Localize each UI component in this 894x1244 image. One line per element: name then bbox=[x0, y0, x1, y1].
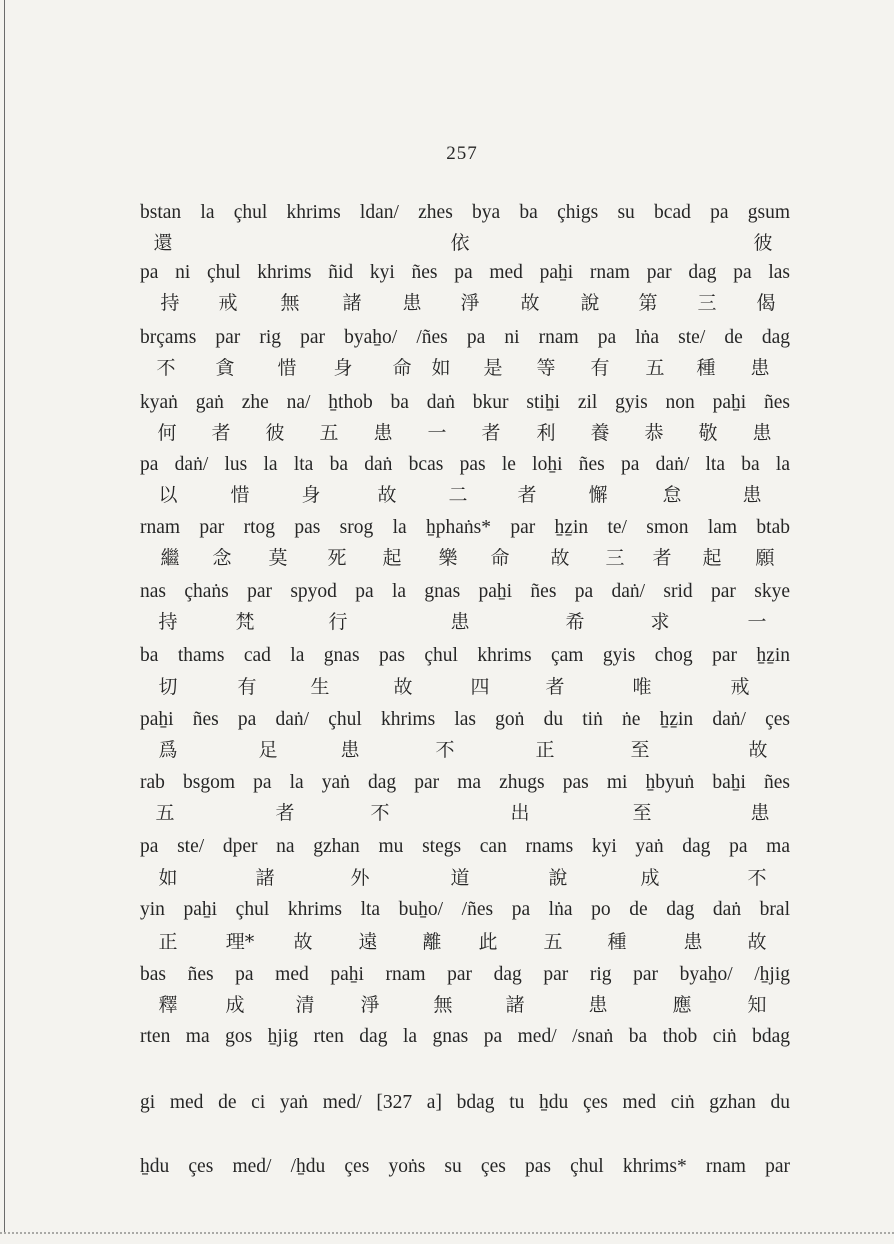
chinese-gloss-char: 正 bbox=[535, 739, 555, 761]
chinese-gloss-char: 患 bbox=[450, 611, 470, 633]
chinese-gloss-char: 偈 bbox=[756, 292, 776, 314]
chinese-gloss-char: 身 bbox=[333, 357, 353, 379]
chinese-gloss-char: 爲 bbox=[158, 739, 178, 761]
chinese-gloss-char: 種 bbox=[696, 357, 716, 379]
chinese-gloss-char: 一 bbox=[427, 422, 447, 444]
chinese-gloss-line bbox=[0, 737, 894, 763]
chinese-gloss-char: 惜 bbox=[277, 357, 297, 379]
chinese-gloss-line bbox=[0, 482, 894, 508]
chinese-gloss-char: 五 bbox=[155, 802, 175, 824]
chinese-gloss-char: 清 bbox=[295, 994, 315, 1016]
chinese-gloss-char: 戒 bbox=[730, 676, 750, 698]
page-bottom-dotted-rule bbox=[0, 1232, 894, 1234]
chinese-gloss-char: 不 bbox=[747, 867, 767, 889]
chinese-gloss-char: 遠 bbox=[358, 931, 378, 953]
chinese-gloss-char: 四 bbox=[470, 676, 490, 698]
chinese-gloss-line bbox=[0, 609, 894, 635]
chinese-gloss-char: 無 bbox=[280, 292, 300, 314]
chinese-gloss-char: 利 bbox=[536, 422, 556, 444]
chinese-gloss-char: 戒 bbox=[218, 292, 238, 314]
chinese-gloss-char: 者 bbox=[211, 422, 231, 444]
chinese-gloss-char: 至 bbox=[632, 802, 652, 824]
chinese-gloss-char: 二 bbox=[448, 484, 468, 506]
chinese-gloss-char: 諸 bbox=[342, 292, 362, 314]
chinese-gloss-char: 故 bbox=[747, 931, 767, 953]
chinese-gloss-char: 理* bbox=[225, 931, 255, 953]
transliteration-line: rten ma gos ẖjig rten dag la gnas pa med/ /snaṅ ba thob ciṅ bdag bbox=[140, 1026, 790, 1047]
chinese-gloss-line bbox=[0, 420, 894, 446]
chinese-gloss-char: 如 bbox=[431, 357, 451, 379]
page-number: 257 bbox=[446, 143, 478, 164]
transliteration-line: rab bsgom pa la yaṅ dag par ma zhugs pas mi ẖbyuṅ baẖi ñes bbox=[140, 772, 790, 793]
chinese-gloss-char: 患 bbox=[750, 357, 770, 379]
chinese-gloss-char: 行 bbox=[328, 611, 348, 633]
chinese-gloss-char: 貪 bbox=[215, 357, 235, 379]
chinese-gloss-char: 諸 bbox=[255, 867, 275, 889]
chinese-gloss-char: 故 bbox=[520, 292, 540, 314]
chinese-gloss-line bbox=[0, 992, 894, 1018]
chinese-gloss-char: 唯 bbox=[632, 676, 652, 698]
chinese-gloss-char: 故 bbox=[393, 676, 413, 698]
chinese-gloss-char: 患 bbox=[340, 739, 360, 761]
chinese-gloss-line bbox=[0, 674, 894, 700]
chinese-gloss-char: 惜 bbox=[230, 484, 250, 506]
chinese-gloss-line bbox=[0, 929, 894, 955]
chinese-gloss-char: 說 bbox=[548, 867, 568, 889]
chinese-gloss-char: 養 bbox=[590, 422, 610, 444]
chinese-gloss-char: 怠 bbox=[662, 484, 682, 506]
chinese-gloss-char: 一 bbox=[747, 611, 767, 633]
chinese-gloss-char: 願 bbox=[755, 547, 775, 569]
chinese-gloss-char: 身 bbox=[301, 484, 321, 506]
chinese-gloss-char: 樂 bbox=[438, 547, 458, 569]
chinese-gloss-char: 起 bbox=[702, 547, 722, 569]
chinese-gloss-char: 者 bbox=[275, 802, 295, 824]
chinese-gloss-char: 以 bbox=[158, 484, 178, 506]
chinese-gloss-char: 持 bbox=[158, 611, 178, 633]
chinese-gloss-char: 念 bbox=[212, 547, 232, 569]
chinese-gloss-char: 五 bbox=[319, 422, 339, 444]
chinese-gloss-char: 成 bbox=[225, 994, 245, 1016]
chinese-gloss-char: 者 bbox=[545, 676, 565, 698]
chinese-gloss-char: 不 bbox=[435, 739, 455, 761]
chinese-gloss-char: 患 bbox=[373, 422, 393, 444]
chinese-gloss-char: 此 bbox=[478, 931, 498, 953]
chinese-gloss-char: 第 bbox=[638, 292, 658, 314]
chinese-gloss-char: 無 bbox=[433, 994, 453, 1016]
chinese-gloss-char: 者 bbox=[652, 547, 672, 569]
chinese-gloss-char: 患 bbox=[683, 931, 703, 953]
chinese-gloss-line bbox=[0, 230, 894, 256]
chinese-gloss-char: 死 bbox=[327, 547, 347, 569]
chinese-gloss-char: 起 bbox=[382, 547, 402, 569]
transliteration-line: rnam par rtog pas srog la ẖphaṅs* par ẖẕin te/ smon lam btab bbox=[140, 517, 790, 538]
chinese-gloss-char: 依 bbox=[450, 232, 470, 254]
chinese-gloss-char: 還 bbox=[153, 232, 173, 254]
chinese-gloss-char: 淨 bbox=[460, 292, 480, 314]
chinese-gloss-char: 淨 bbox=[360, 994, 380, 1016]
chinese-gloss-char: 希 bbox=[565, 611, 585, 633]
transliteration-line: nas çhaṅs par spyod pa la gnas paẖi ñes pa daṅ/ srid par skye bbox=[140, 581, 790, 602]
transliteration-line: pa daṅ/ lus la lta ba daṅ bcas pas le loẖi ñes pa daṅ/ lta ba la bbox=[140, 454, 790, 475]
chinese-gloss-char: 道 bbox=[450, 867, 470, 889]
chinese-gloss-char: 患 bbox=[588, 994, 608, 1016]
transliteration-line: bstan la çhul khrims ldan/ zhes bya ba çhigs su bcad pa gsum bbox=[140, 202, 790, 223]
chinese-gloss-line bbox=[0, 290, 894, 316]
transliteration-line: ba thams cad la gnas pas çhul khrims çam gyis chog par ẖẕin bbox=[140, 645, 790, 666]
chinese-gloss-char: 是 bbox=[483, 357, 503, 379]
chinese-gloss-char: 至 bbox=[630, 739, 650, 761]
chinese-gloss-char: 繼 bbox=[160, 547, 180, 569]
chinese-gloss-char: 出 bbox=[510, 802, 530, 824]
chinese-gloss-char: 求 bbox=[650, 611, 670, 633]
chinese-gloss-char: 五 bbox=[543, 931, 563, 953]
chinese-gloss-char: 何 bbox=[157, 422, 177, 444]
chinese-gloss-char: 有 bbox=[590, 357, 610, 379]
chinese-gloss-line bbox=[0, 355, 894, 381]
chinese-gloss-char: 彼 bbox=[753, 232, 773, 254]
chinese-gloss-char: 懈 bbox=[588, 484, 608, 506]
chinese-gloss-char: 者 bbox=[517, 484, 537, 506]
chinese-gloss-char: 故 bbox=[293, 931, 313, 953]
chinese-gloss-char: 故 bbox=[748, 739, 768, 761]
chinese-gloss-char: 三 bbox=[605, 547, 625, 569]
transliteration-line: pa ste/ dper na gzhan mu stegs can rnams kyi yaṅ dag pa ma bbox=[140, 836, 790, 857]
transliteration-line: kyaṅ gaṅ zhe na/ ẖthob ba daṅ bkur stiẖi zil gyis non paẖi ñes bbox=[140, 392, 790, 413]
chinese-gloss-char: 患 bbox=[750, 802, 770, 824]
chinese-gloss-line bbox=[0, 865, 894, 891]
chinese-gloss-char: 梵 bbox=[235, 611, 255, 633]
chinese-gloss-char: 應 bbox=[672, 994, 692, 1016]
chinese-gloss-char: 者 bbox=[481, 422, 501, 444]
chinese-gloss-char: 離 bbox=[422, 931, 442, 953]
chinese-gloss-char: 如 bbox=[158, 867, 178, 889]
chinese-gloss-char: 敬 bbox=[698, 422, 718, 444]
chinese-gloss-char: 患 bbox=[752, 422, 772, 444]
chinese-gloss-char: 恭 bbox=[644, 422, 664, 444]
chinese-gloss-char: 故 bbox=[550, 547, 570, 569]
transliteration-line: yin paẖi çhul khrims lta buẖo/ /ñes pa lṅa po de dag daṅ bral bbox=[140, 899, 790, 920]
chinese-gloss-char: 足 bbox=[258, 739, 278, 761]
chinese-gloss-char: 釋 bbox=[158, 994, 178, 1016]
chinese-gloss-char: 生 bbox=[310, 676, 330, 698]
chinese-gloss-char: 五 bbox=[645, 357, 665, 379]
transliteration-line: paẖi ñes pa daṅ/ çhul khrims las goṅ du tiṅ ṅe ẖẕin daṅ/ çes bbox=[140, 709, 790, 730]
chinese-gloss-char: 持 bbox=[160, 292, 180, 314]
chinese-gloss-char: 命 bbox=[392, 357, 412, 379]
chinese-gloss-char: 說 bbox=[580, 292, 600, 314]
chinese-gloss-char: 種 bbox=[607, 931, 627, 953]
chinese-gloss-char: 知 bbox=[747, 994, 767, 1016]
transliteration-line: bas ñes pa med paẖi rnam par dag par rig par byaẖo/ /ẖjig bbox=[140, 964, 790, 985]
chinese-gloss-char: 正 bbox=[158, 931, 178, 953]
transliteration-line: gi med de ci yaṅ med/ [327 a] bdag tu ẖdu çes med ciṅ gzhan du bbox=[140, 1092, 790, 1113]
transliteration-line: ẖdu çes med/ /ẖdu çes yoṅs su çes pas çhul khrims* rnam par bbox=[140, 1156, 790, 1177]
chinese-gloss-line bbox=[0, 545, 894, 571]
chinese-gloss-char: 切 bbox=[158, 676, 178, 698]
chinese-gloss-char: 故 bbox=[377, 484, 397, 506]
chinese-gloss-char: 等 bbox=[536, 357, 556, 379]
chinese-gloss-char: 不 bbox=[156, 357, 176, 379]
chinese-gloss-char: 彼 bbox=[265, 422, 285, 444]
chinese-gloss-char: 三 bbox=[697, 292, 717, 314]
chinese-gloss-char: 成 bbox=[640, 867, 660, 889]
chinese-gloss-char: 外 bbox=[350, 867, 370, 889]
chinese-gloss-char: 患 bbox=[402, 292, 422, 314]
chinese-gloss-char: 有 bbox=[237, 676, 257, 698]
chinese-gloss-char: 莫 bbox=[268, 547, 288, 569]
chinese-gloss-char: 不 bbox=[370, 802, 390, 824]
chinese-gloss-line bbox=[0, 800, 894, 826]
transliteration-line: pa ni çhul khrims ñid kyi ñes pa med paẖi rnam par dag pa las bbox=[140, 262, 790, 283]
transliteration-line: brçams par rig par byaẖo/ /ñes pa ni rnam pa lṅa ste/ de dag bbox=[140, 327, 790, 348]
chinese-gloss-char: 命 bbox=[490, 547, 510, 569]
chinese-gloss-char: 患 bbox=[742, 484, 762, 506]
chinese-gloss-char: 諸 bbox=[505, 994, 525, 1016]
